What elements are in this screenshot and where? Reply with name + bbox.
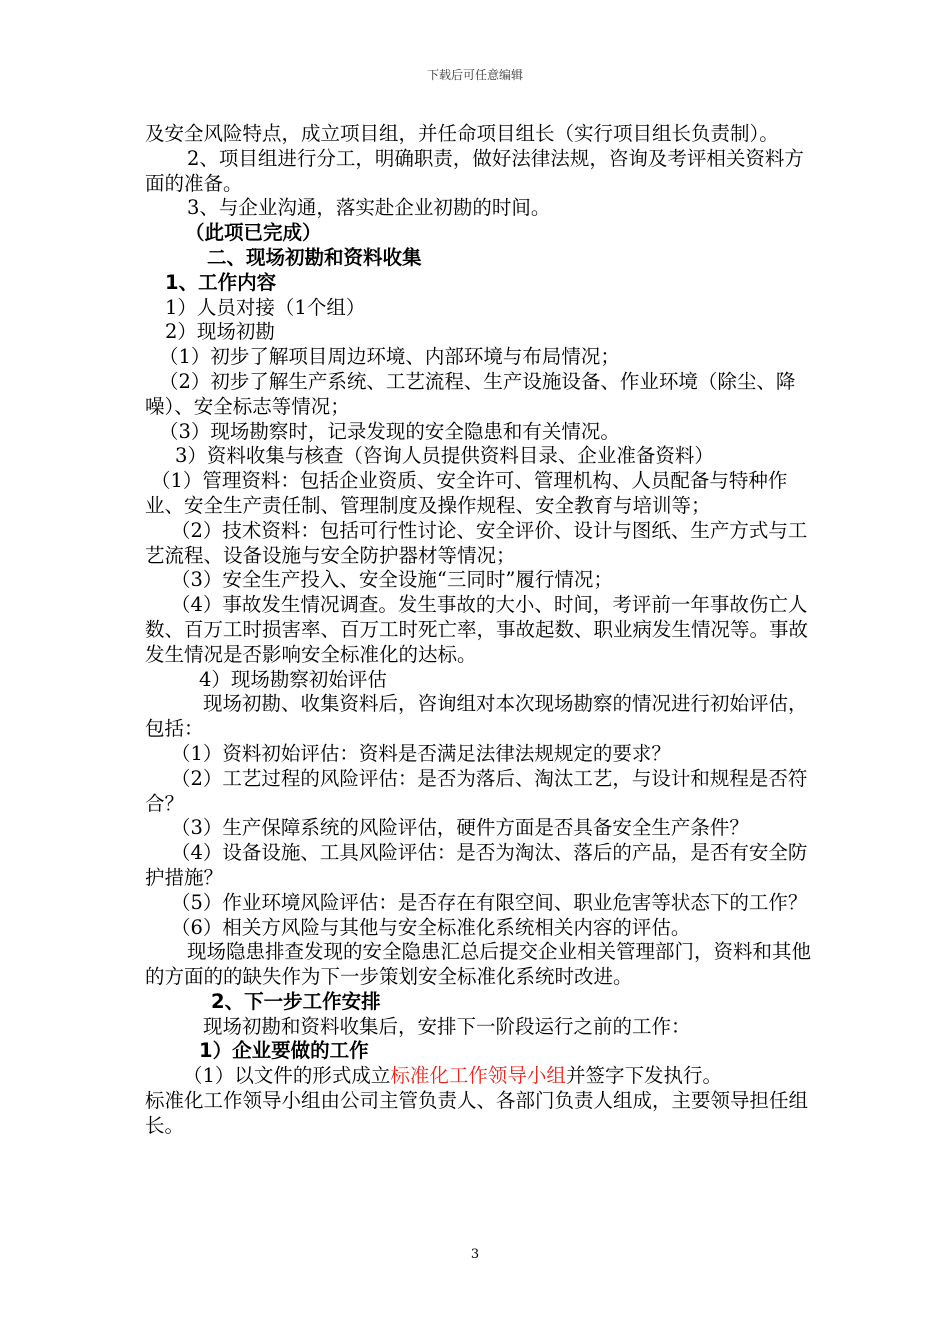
paragraph: 现场隐患排查发现的安全隐患汇总后提交企业相关管理部门，资料和其他的方面的的缺失作为下一步策划安全标准化系统时改进。	[145, 940, 812, 989]
list-item: （4）设备设施、工具风险评估：是否为淘汰、落后的产品，是否有安全防护措施？	[145, 841, 808, 889]
subsection-heading: 2、下一步工作安排	[211, 989, 381, 1013]
list-item: 4）现场勘察初始评估	[199, 667, 387, 691]
paragraph: 现场初勘、收集资料后，咨询组对本次现场勘察的情况进行初始评估，包括：	[145, 692, 808, 741]
highlighted-term: 标准化工作领导小组	[390, 1064, 566, 1088]
list-item: 2）现场初勘	[165, 320, 275, 344]
subsection-heading: 1）企业要做的工作	[199, 1039, 369, 1063]
list-item: （1）管理资料：包括企业资质、安全许可、管理机构、人员配备与特种作业、安全生产责任制、管理制度及操作规程、安全教育与培训等；	[145, 469, 788, 517]
paragraph: 及安全风险特点，成立项目组，并任命项目组长（实行项目组长负责制）。	[145, 122, 779, 145]
subsection-heading: 1、工作内容	[165, 270, 277, 294]
list-item: （2）初步了解生产系统、工艺流程、生产设施设备、作业环境（除尘、降噪）、安全标志等情况；	[145, 369, 796, 418]
list-item: 3）资料收集与核查（咨询人员提供资料目录、企业准备资料）	[175, 444, 714, 468]
list-item: （3）生产保障系统的风险评估，硬件方面是否具备安全生产条件？	[171, 816, 749, 840]
paragraph: 2、项目组进行分工，明确职责，做好法律法规，咨询及考评相关资料方面的准备。	[145, 146, 804, 195]
document-body	[145, 122, 813, 1139]
list-item	[145, 1064, 813, 1089]
section-heading: 二、现场初勘和资料收集	[207, 245, 422, 269]
list-item: （1）资料初始评估：资料是否满足法律法规规定的要求？	[171, 741, 671, 765]
list-item: （3）现场勘察时，记录发现的安全隐患和有关情况。	[159, 419, 620, 443]
status-note: （此项已完成）	[185, 221, 322, 245]
list-item: 1）人员对接（1个组）	[165, 295, 366, 319]
text-run: （1）以文件的形式成立	[183, 1064, 391, 1088]
paragraph: 现场初勘和资料收集后，安排下一阶段运行之前的工作：	[203, 1014, 691, 1038]
list-item: （4）事故发生情况调查。发生事故的大小、时间，考评前一年事故伤亡人数、百万工时损害率、百万工时死亡率，事故起数、职业病发生情况等。事故发生情况是否影响安全标准化的达标。	[145, 593, 809, 666]
page-header: 下载后可任意编辑	[426, 68, 523, 82]
list-item: （6）相关方风险与其他与安全标准化系统相关内容的评估。	[171, 915, 691, 939]
list-item: （2）工艺过程的风险评估：是否为落后、淘汰工艺，与设计和规程是否符合？	[145, 766, 808, 815]
page-number: 3	[470, 1247, 480, 1262]
paragraph: 标准化工作领导小组由公司主管负责人、各部门负责人组成，主要领导担任组长。	[145, 1089, 809, 1137]
list-item: （2）技术资料：包括可行性讨论、安全评价、设计与图纸、生产方式与工艺流程、设备设施与安全防护器材等情况；	[145, 518, 808, 567]
paragraph: 3、与企业沟通，落实赴企业初勘的时间。	[187, 196, 551, 220]
list-item: （5）作业环境风险评估：是否存在有限空间、职业危害等状态下的工作？	[171, 890, 808, 914]
list-item: （1）初步了解项目周边环境、内部环境与布局情况；	[159, 345, 620, 369]
list-item: （3）安全生产投入、安全设施“三同时”履行情况；	[171, 568, 613, 592]
text-run: 并签字下发执行。	[565, 1064, 722, 1088]
